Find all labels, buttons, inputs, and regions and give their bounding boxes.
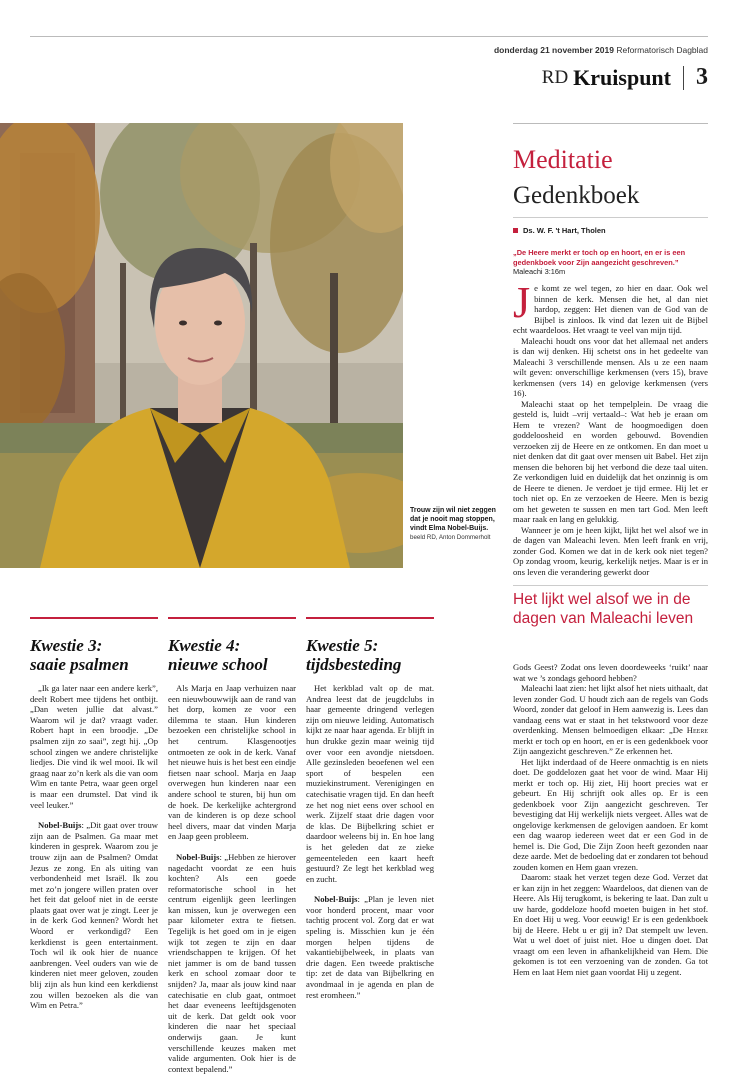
- issue-date: donderdag 21 november 2019: [493, 45, 614, 55]
- paragraph-text: : „Plan je leven niet voor honderd procent, maar voor tachtig procent vol. Zorg dat er wat speling is. Misschien kun je één morgen helpen tijdens de vakantiebijbelweek, in plaats van drie dagen. Een tweede praktische tip: zet de data van Bijbelkring en avondmaal in je agenda en plan de rest eromheen.”: [306, 894, 434, 1000]
- kwestie-3-heading: [30, 636, 158, 674]
- bible-reference: Maleachi 3:16m: [513, 267, 566, 276]
- paragraph: [168, 852, 296, 1074]
- dateline: [494, 45, 708, 55]
- kwestie-5-heading: [306, 636, 434, 674]
- meditation-body: [513, 278, 708, 577]
- brand-logo: RD: [541, 66, 569, 88]
- drop-cap: J: [513, 278, 531, 327]
- pullquote-rule: [513, 585, 708, 586]
- meditation-heading: Meditatie: [513, 145, 613, 174]
- paragraph: Maleachi staat op het tempelplein. De vraag die gesteld is, luidt –vrij vertaald–: Wat heb je eraan om Hem te vrezen? Want de hoogmoedigen doen goddeloosheid en worden gebouwd. Bovendien verzoeken zij de Heere en ze ontkomen. En dan moet u niet denken dat dit gaat over mensen uit Babel. Het zijn mensen die behoren bij het verbond die deze taal uiten. Ze verkondigen luid en duidelijk dat het onzinnig is om de Heere te dienen. Je verdoet je tijd ermee. Hij let er toch niet op. En ze verzoeken de Heere. Men is bezig om het geweten te sussen en men tart God. Men leeft maar raak en lang en gelukkig.: [513, 398, 708, 524]
- section-name: Kruispunt: [573, 64, 671, 90]
- kwestie-5-body: [306, 683, 434, 1010]
- red-square-icon: [513, 228, 518, 233]
- photo-caption: [410, 506, 500, 542]
- kwestie-3-body: [30, 683, 158, 1021]
- kwestie-subtitle: nieuwe school: [168, 655, 268, 674]
- paragraph: „Ik ga later naar een andere kerk”, deelt Robert mee tijdens het ontbijt. „Dan weten jullie dat alvast.” Waarom wil je dat? vraagt vader. Robert hapt in een broodje. „De psalmen zijn zo saai”, zegt hij. „Op school zingen we andere christelijke liedjes. Die vind ik wel mooi. Ik wil graag naar zo’n kerk als die van oom Wim en tante Petra, waar geen orgel is maar een drumstel. Dat vind ik veel leuker.”: [30, 683, 158, 810]
- kwestie-title: Kwestie 4:: [168, 636, 241, 655]
- masthead: [542, 64, 708, 91]
- portrait-photo: [0, 123, 403, 568]
- meditation-top-rule: [513, 123, 708, 124]
- paragraph: Maleachi houdt ons voor dat het allemaal net anders is dan wij denken. Hij schetst ons in het gedeelte van Maleachi 3 verschillende mensen. Als u ze een naam wilt geven: onverschillige kerkmensen (vers 15), brave kerkmensen (vers 14) en gelovige kerkmensen (vers 16).: [513, 335, 708, 398]
- paragraph: Het lijkt inderdaad of de Heere onmachtig is en niets doet. De goddelozen gaat het voor de wind. Maar Hij merkt er toch op. Hij ziet, Hij hoort precies wat er gebeurt. En Hij schrijft ook alles op. Er is een gedenkboek voor Zijn aangezicht geschreven. Ter bevestiging dat Hij werkelijk niets vergeet. Alles wat de ongelovige kerkmensen de gelovigen aandoen. Er komt een dag waarop iedereen weet dat er een God in de hemel is. Die God, Die Zijn Zoon heeft gezonden naar deze aarde. Met de bedoeling dat er zondaren tot behoud zouden komen en Hem gaan vrezen.: [513, 756, 708, 872]
- paragraph: Daarom: staak het verzet tegen deze God. Verzet dat er kan zijn in het zeggen: Waardeloos, dat dienen van de Heere. Als Hij terugkomt, is bekering te laat. Dan zult u uw harde, goddeloze hoofd moeten buigen in het stof. En doet Hij u weg. Voor eeuwig! Er is een gedenkboek bij de Heere. Hebt u er gij in? Dat stempelt uw leven. Wat u wel doet of juist niet. Hoe u dingen doet. Dat vraagt om een leven in afhankelijkheid van Hem. Die gekomen is tot een verzoening van de zonden. Ga tot Hem en laat Hem niet gaan voordat Hij u zegent.: [513, 872, 708, 977]
- kwestie-title: Kwestie 5:: [306, 636, 379, 655]
- meditation-rule: [513, 217, 708, 218]
- paragraph: Als Marja en Jaap verhuizen naar een nieuwbouwwijk aan de rand van het dorp, komen ze voor een dilemma te staan. Hun kinderen bezoeken een christelijke school in het centrum. Klasgenootjes ontmoeten ze ook in de kerk. Vanaf het nieuwe huis is het best een eindje fietsen naar school. Marja en Jaap overwegen hun kinderen naar een andere school te sturen, bij hun om de hoek. De kerkelijke achtergrond van de kinderen is op deze school heel divers, maar dat vinden Marja en Jaap geen probleem.: [168, 683, 296, 842]
- kwestie-5-rule: [306, 617, 434, 619]
- paper-name: Reformatorisch Dagblad: [616, 45, 708, 55]
- paragraph-text: merkt er toch op en hoort, en er is een gedenkboek voor Zijn aangezicht geschreven.” Ze erkennen het.: [513, 735, 708, 756]
- paragraph-text: Maleachi laat zien: het lijkt alsof het niets uithaalt, dat leven zonder God. U houdt zich aan de regels van Gods Woord, zonder dat geloof in Hem aanwezig is. Lees dan vandaag eens wat er staat in het tekstwoord voor deze overdenking. Mensen belmoedigen elkaar: „De: [513, 683, 708, 735]
- kwestie-4-rule: [168, 617, 296, 619]
- kwestie-3-rule: [30, 617, 158, 619]
- paragraph: Het kerkblad valt op de mat. Andrea leest dat de jeugdclubs in haar gemeente dringend verlegen zijn om nieuwe leiding. Automatisch kijkt ze naar haar agenda. Er blijft in hun drukke gezin maar weinig tijd over voor een avondje nietsdoen. Alle gezinsleden beoefenen wel een sport of bespelen een muziekinstrument. Verenigingen en catechisatie vragen tijd. En dan heeft ze het nog niet eens over school en werk. Zijzelf staat drie dagen voor de klas. De Bijbelkring schiet er daardoor weleens bij in. En hoe lang is het geleden dat ze zieke gemeenteleden een kaart heeft gestuurd? Ze legt het kerkblad weg en zucht.: [306, 683, 434, 884]
- paragraph-text: e komt ze wel tegen, zo hier en daar. Ook wel binnen de kerk. Mensen die het, al dan niet hardop, zeggen: Het dienen van de God van de Bijbel is zinloos. Ik vind dat lezen uit de Bijbel echt waardeloos. Het vraagt te veel van mijn tijd.: [513, 283, 708, 335]
- kwestie-subtitle: saaie psalmen: [30, 655, 129, 674]
- paragraph: Wanneer je om je heen kijkt, lijkt het wel alsof we in de dagen van Maleachi leven. Men leeft frank en vrij, zonder God. Komen we dat in de kerk ook niet tegen? Op zondag vroom, keurig, kerkelijk netjes. Maar is er in ons leven die verandering gewerkt door: [513, 524, 708, 577]
- speaker-name: Nobel-Buijs: [38, 820, 82, 831]
- speaker-name: Nobel-Buijs: [176, 851, 220, 862]
- meditation-body-continued: [513, 662, 708, 977]
- paragraph: [513, 683, 708, 757]
- meditation-author: [513, 226, 606, 235]
- masthead-divider: [683, 66, 684, 90]
- paragraph: [306, 894, 434, 1000]
- kwestie-4-heading: [168, 636, 296, 674]
- page-number: 3: [696, 64, 708, 90]
- pull-quote: Het lijkt wel alsof we in de dagen van Maleachi leven: [513, 591, 694, 627]
- author-name: Ds. W. F. 't Hart, Tholen: [523, 226, 606, 235]
- caption-text: Trouw zijn wil niet zeggen dat je nooit mag stoppen, vindt Elma Nobel-Buijs.: [410, 507, 496, 532]
- portrait-illustration: [0, 123, 403, 568]
- paragraph: [513, 278, 708, 336]
- paragraph: [30, 820, 158, 1011]
- speaker-name: Nobel-Buijs: [314, 894, 358, 905]
- meditation-subtitle: Gedenkboek: [513, 182, 640, 209]
- paragraph-text: : „Hebben ze hierover nagedacht voordat ze een huis kochten? Als een goede reformatorische school in het centrum eigenlijk geen leerlingen kan missen, kun je overwegen een paar kilometer extra te fietsen. Tegelijk is het goed om in je eigen wijk tot zegen te zijn en daar vriendschappen te krijgen. Of het niet jammer is om de band tussen kerk en school zomaar door te snijden? Ja, maar als jouw kind naar catechisatie en club gaat, ontmoet het daar eveneens leeftijdsgenoten uit de kerk. Dat geldt ook voor kinderen die naar het speciaal onderwijs gaan. Je kunt verschillende keuzes maken met valide argumenten. Ook hier is de context bepalend.”: [168, 851, 296, 1074]
- paragraph-text: : „Dit gaat over trouw zijn aan de Psalmen. Ga maar met kinderen in gesprek. Waarom zou je trouw zijn aan de Psalmen? Omdat Jezus ze zong. En als uiting van verbondenheid met Israël. Ik zou met zo’n jongere willen praten over het feit dat geloof niet in de eerste plaats gaat over wat je zingt. Leer je in de kerk God kennen? Wordt het Woord er verkondigd? Een kerkdienst is geen entertainment. Toch wil ik ook hier de nuance aanbrengen. Veel ouders van wie de kinderen niet meer geloven, zouden blij zijn als hun kind een kerkdienst zou willen bezoeken als die van Wim en Petra.”: [30, 820, 158, 1011]
- header-rule: [30, 36, 708, 37]
- small-caps-text: Heere: [686, 725, 708, 735]
- photo-credit: beeld RD, Anton Dommerholt: [410, 534, 491, 541]
- kwestie-subtitle: tijdsbesteding: [306, 655, 402, 674]
- kwestie-title: Kwestie 3:: [30, 636, 103, 655]
- paragraph: Gods Geest? Zodat ons leven doordeweeks ‘ruikt’ naar wat we ’s zondags gehoord hebben?: [513, 662, 708, 683]
- kwestie-4-body: [168, 683, 296, 1084]
- bible-quote: „De Heere merkt er toch op en hoort, en er is een gedenkboek voor Zijn aangezicht geschreven.”: [513, 248, 686, 267]
